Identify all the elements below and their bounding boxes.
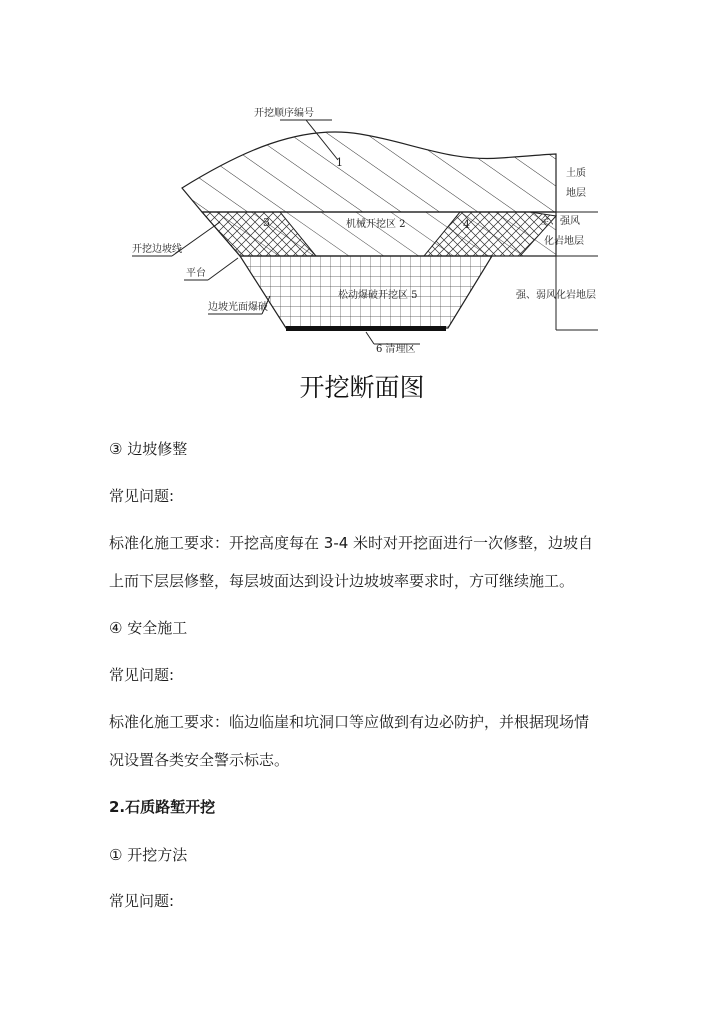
requirement-line: 标准化施工要求：开挖高度每在 3-4 米时对开挖面进行一次修整，边坡自 — [109, 534, 594, 552]
zone-1-soil-cut — [182, 132, 556, 212]
section-heading-method: ① 开挖方法 — [109, 846, 188, 864]
label-zone-4: 4 — [463, 218, 470, 231]
label-zone-2: 机械开挖区 2 — [346, 219, 406, 230]
common-issues-label: 常见问题: — [109, 666, 175, 684]
common-issues-label: 常见问题: — [109, 892, 175, 910]
label-zone-6: 6 清理区 — [376, 344, 416, 355]
label-sequence-number: 开挖顺序编号 — [254, 108, 314, 119]
leader-line — [208, 258, 238, 280]
section-heading-safety: ④ 安全施工 — [109, 619, 188, 637]
label-weathered-1: 全、强风 — [540, 216, 580, 227]
label-soil-layer-1: 土质 — [566, 168, 586, 179]
label-weathered-2: 化岩地层 — [544, 236, 584, 247]
label-strong-weak: 强、弱风化岩地层 — [516, 290, 596, 301]
label-slope-line: 开挖边坡线 — [132, 244, 182, 255]
label-smooth-blasting: 边坡光面爆破 — [208, 302, 268, 313]
requirement-line: 况设置各类安全警示标志。 — [109, 751, 290, 769]
zone-6-cleanup-bar — [286, 326, 446, 331]
label-zone-5: 松动爆破开挖区 5 — [338, 290, 418, 301]
section-heading-slope-trimming: ③ 边坡修整 — [109, 440, 188, 458]
leader-line — [366, 332, 374, 344]
figure-caption: 开挖断面图 — [299, 373, 425, 402]
label-zone-3: 3 — [263, 216, 270, 229]
requirement-line: 标准化施工要求：临边临崖和坑洞口等应做到有边必防护，并根据现场情 — [109, 713, 590, 731]
requirement-line: 上而下层层修整，每层坡面达到设计边坡坡率要求时，方可继续施工。 — [109, 572, 575, 590]
label-soil-layer-2: 地层 — [566, 188, 586, 199]
label-platform: 平台 — [186, 268, 206, 279]
excavation-cross-section-figure — [120, 96, 600, 358]
section-heading-rock-cut: 2.石质路堑开挖 — [109, 798, 216, 816]
common-issues-label: 常见问题: — [109, 487, 175, 505]
label-zone-1: 1 — [336, 156, 343, 169]
